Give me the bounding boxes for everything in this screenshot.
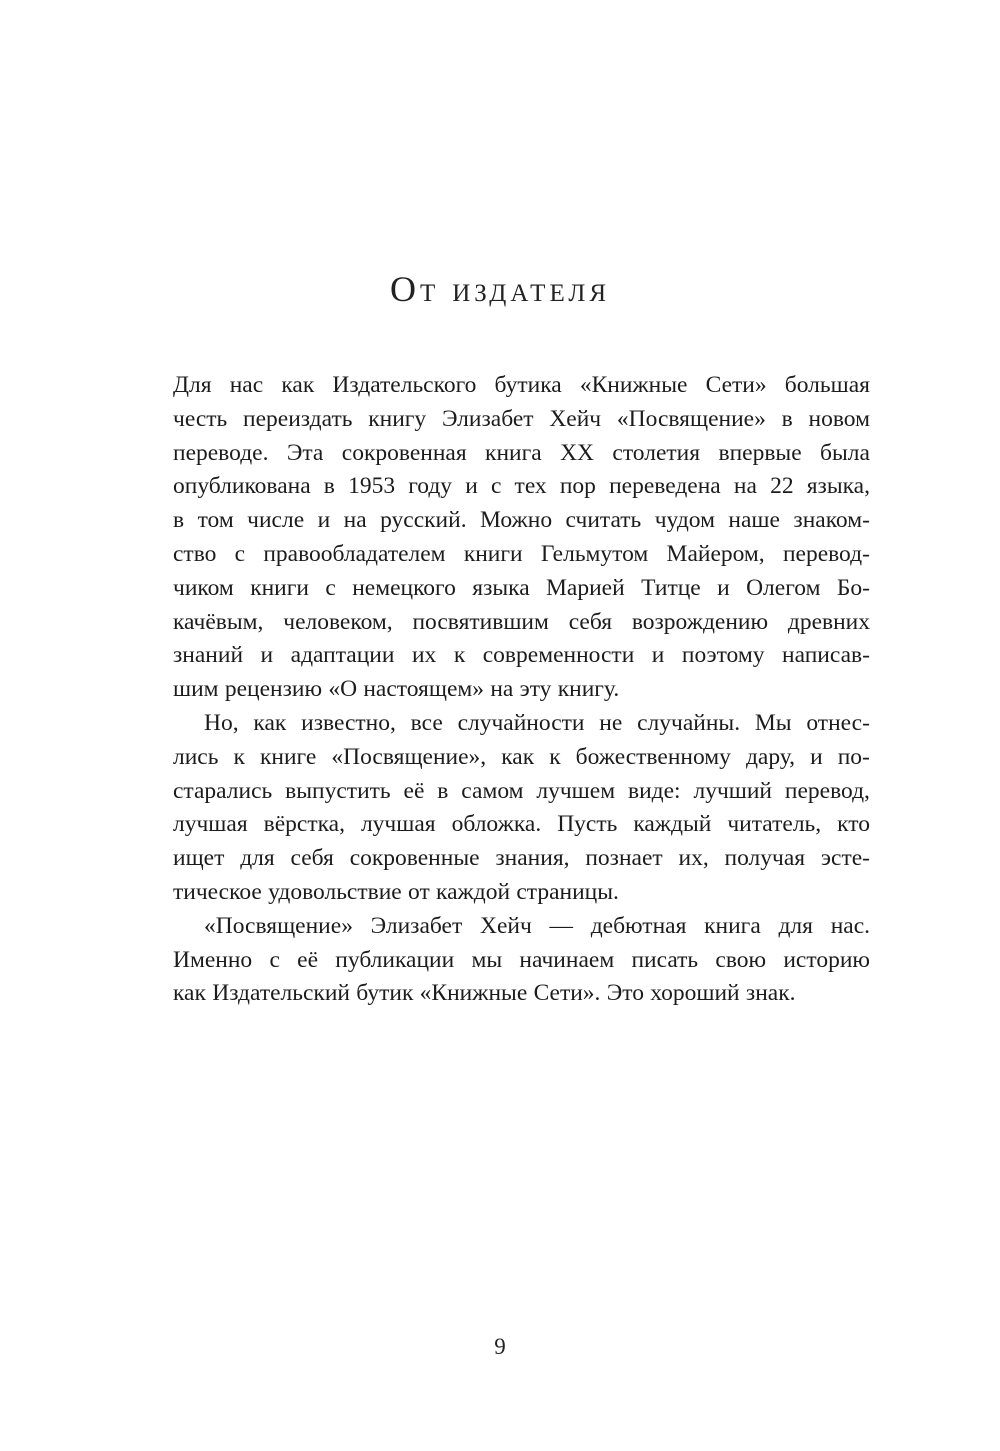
page-number: 9 [494, 1334, 506, 1359]
text-line: опубликована в 1953 году и с тех пор переведена на 22 языка, [173, 473, 870, 500]
page-title: От издателя [389, 269, 611, 309]
text-line: лучшая вёрстка, лучшая обложка. Пусть каждый читатель, кто [173, 811, 870, 838]
paragraph [173, 369, 870, 707]
body-text [173, 369, 870, 1011]
text-line: старались выпустить её в самом лучшем виде: лучший перевод, [173, 777, 870, 804]
text-line: как Издательский бутик «Книжные Сети». Это хороший знак. [173, 980, 796, 1007]
text-line: Для нас как Издательского бутика «Книжные Сети» большая [173, 372, 870, 398]
text-line: переводе. Эта сокровенная книга XX столетия впервые была [173, 439, 870, 466]
paragraph [173, 707, 870, 910]
paragraph [173, 910, 870, 1011]
text-line: тическое удовольствие от каждой страницы. [173, 878, 619, 905]
text-line: Именно с её публикации мы начинаем писать свою историю [173, 946, 870, 973]
text-line: шим рецензию «О настоящем» на эту книгу. [173, 676, 620, 703]
text-line: знаний и адаптации их к современности и поэтому написав- [173, 642, 870, 669]
text-line: качёвым, человеком, посвятившим себя возрождению древних [173, 608, 870, 635]
text-line: лись к книге «Посвящение», как к божественному дару, и по- [173, 743, 870, 770]
text-line: «Посвящение» Элизабет Хейч — дебютная книга для нас. [204, 912, 870, 939]
text-line: ство с правообладателем книги Гельмутом Майером, перевод- [173, 540, 870, 567]
text-line: честь переиздать книгу Элизабет Хейч «Посвящение» в новом [173, 405, 870, 432]
text-line: в том числе и на русский. Можно считать чудом наше знаком- [173, 507, 870, 534]
text-line: Но, как известно, все случайности не случайны. Мы отнес- [204, 709, 870, 736]
text-line: ищет для себя сокровенные знания, познает их, получая эсте- [173, 845, 870, 872]
text-line: чиком книги с немецкого языка Марией Титце и Олегом Бо- [173, 574, 870, 601]
